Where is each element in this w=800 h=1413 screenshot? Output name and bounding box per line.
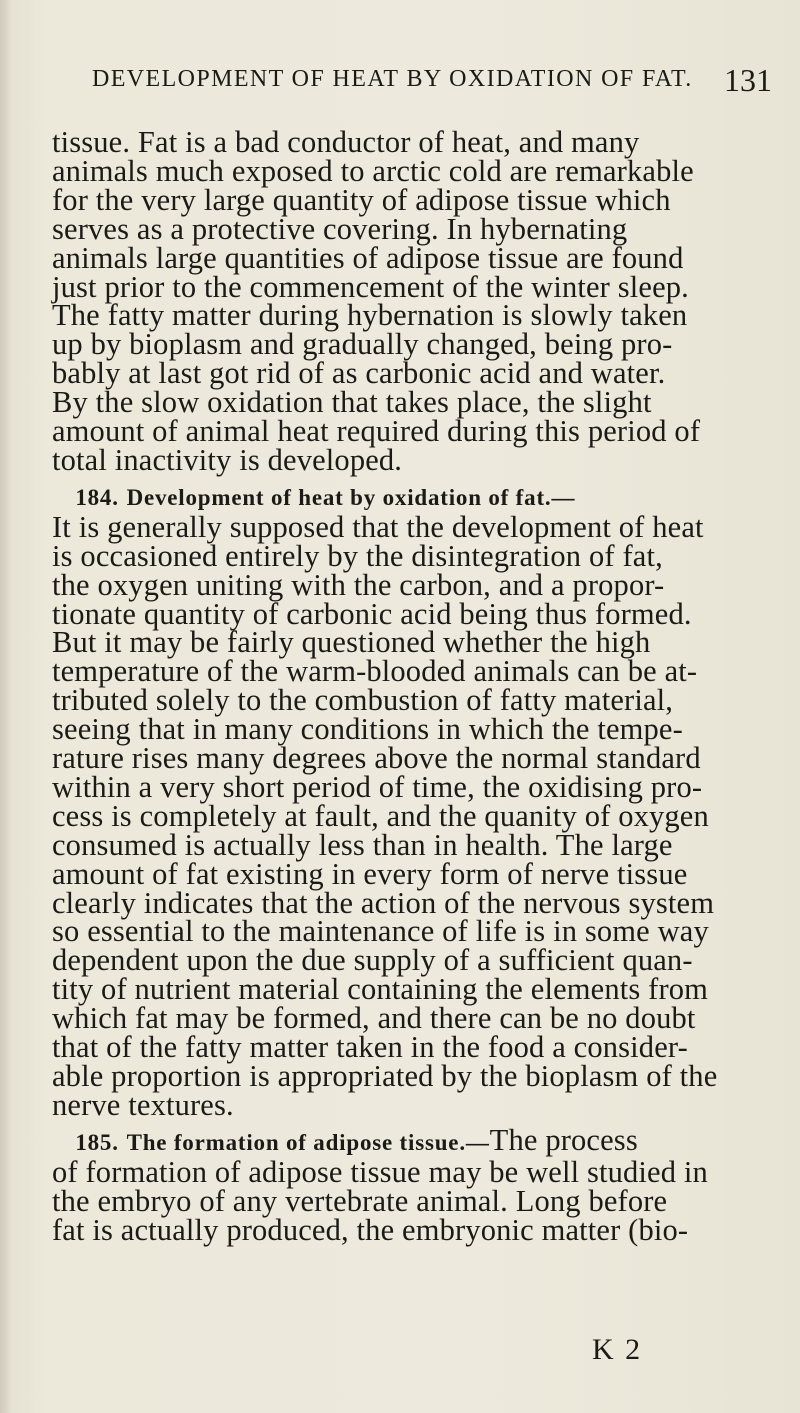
text-line: nerve textures. xyxy=(52,1087,234,1122)
section-title: The formation of adipose tissue.— xyxy=(126,1129,490,1155)
text-line: animals much exposed to arctic cold are remarkable xyxy=(52,153,694,188)
section-heading-line xyxy=(52,1122,740,1158)
text-line: able proportion is appropriated by the bioplasm of the xyxy=(52,1059,718,1093)
text-line: rature rises many degrees above the normal standard xyxy=(52,741,701,776)
running-head xyxy=(92,62,772,102)
section-first-line-text: The process xyxy=(489,1122,638,1157)
section-number: 185. xyxy=(75,1129,119,1155)
text-line: cess is completely at fault, and the quanity of oxygen xyxy=(52,798,709,833)
text-line: within a very short period of time, the oxidising pro- xyxy=(52,769,703,804)
text-line: just prior to the commencement of the winter sleep. xyxy=(52,269,689,304)
section-heading-line xyxy=(52,481,740,513)
text-line: up by bioplasm and gradually changed, being pro- xyxy=(52,327,673,362)
text-line: serves as a protective covering. In hybernating xyxy=(52,211,628,246)
text-line: for the very large quantity of adipose tissue which xyxy=(52,182,671,217)
section-number: 184. xyxy=(75,484,119,510)
page-number: 131 xyxy=(724,62,772,98)
text-line: The fatty matter during hybernation is slowly taken xyxy=(52,298,688,333)
body-text xyxy=(52,125,740,1247)
section-title: Development of heat by oxidation of fat.— xyxy=(126,484,576,510)
text-line: temperature of the warm-blooded animals can be at- xyxy=(52,654,698,689)
text-line: tionate quantity of carbonic acid being thus formed. xyxy=(52,596,692,631)
text-line: bably at last got rid of as carbonic acid and water. xyxy=(52,356,666,391)
text-line: By the slow oxidation that takes place, the slight xyxy=(52,385,652,420)
text-line: the oxygen uniting with the carbon, and a propor- xyxy=(52,567,665,602)
running-title: DEVELOPMENT OF HEAT BY OXIDATION OF FAT. xyxy=(92,66,693,92)
section-184 xyxy=(52,481,740,1120)
text-line: amount of fat existing in every form of nerve tissue xyxy=(52,856,688,891)
text-line: is occasioned entirely by the disintegration of fat, xyxy=(52,538,663,573)
text-line: amount of animal heat required during this period of xyxy=(52,414,701,449)
text-line: consumed is actually less than in health. The large xyxy=(52,827,673,862)
text-line: It is generally supposed that the development of heat xyxy=(52,509,704,544)
text-line: clearly indicates that the action of the nervous system xyxy=(52,885,715,920)
page-gutter-shadow xyxy=(0,0,12,1413)
text-line: which fat may be formed, and there can be no doubt xyxy=(52,1001,696,1036)
signature-mark: K 2 xyxy=(592,1333,643,1366)
text-line: that of the fatty matter taken in the food a consider- xyxy=(52,1030,688,1065)
text-line: animals large quantities of adipose tissue are found xyxy=(52,240,684,275)
text-line: tributed solely to the combustion of fatty material, xyxy=(52,683,674,718)
text-line: so essential to the maintenance of life is in some way xyxy=(52,914,709,949)
text-line: dependent upon the due supply of a sufficient quan- xyxy=(52,943,693,978)
text-line: tity of nutrient material containing the elements from xyxy=(52,972,709,1007)
text-line: But it may be fairly questioned whether the high xyxy=(52,625,651,660)
text-line: seeing that in many conditions in which the tempe- xyxy=(52,712,683,747)
text-line: total inactivity is developed. xyxy=(52,442,403,477)
text-line: fat is actually produced, the embryonic matter (bio- xyxy=(52,1212,689,1247)
section-185 xyxy=(52,1122,740,1247)
text-line: the embryo of any vertebrate animal. Long before xyxy=(52,1183,668,1218)
text-line: tissue. Fat is a bad conductor of heat, and many xyxy=(52,125,640,159)
text-line: of formation of adipose tissue may be well studied in xyxy=(52,1154,708,1189)
intro-paragraph xyxy=(52,125,740,477)
